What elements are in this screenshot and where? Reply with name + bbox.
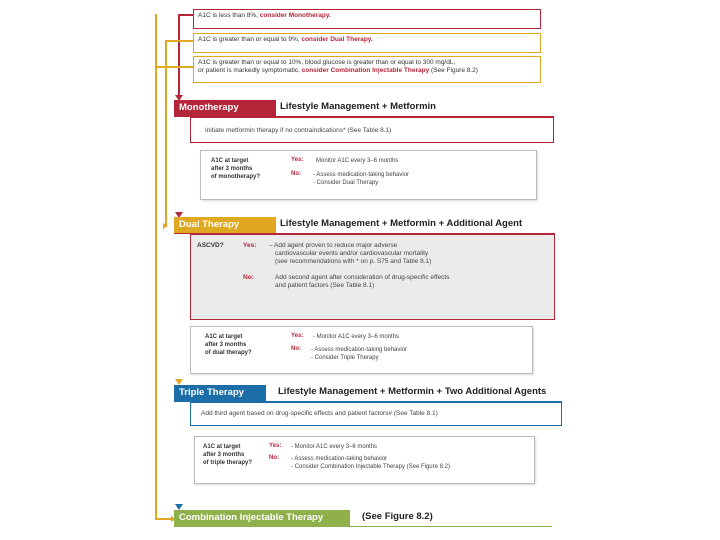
criteria-dual — [193, 33, 541, 53]
triple-question-line2: after 3 months — [203, 452, 245, 458]
dual-therapy-title: Lifestyle Management + Metformin + Additional Agent — [280, 218, 523, 229]
mono-question-box — [200, 150, 537, 200]
mono-question — [211, 157, 260, 181]
ascvd-yes-line1: – Add agent proven to reduce major adverse — [269, 242, 398, 249]
criteria-combo-line1: A1C is greater than or equal to 10%, blood glucose is greater than or equal to 300 mg/dL, — [198, 59, 456, 66]
mono-yes-label: Yes: — [291, 157, 304, 163]
connector-top-gold — [165, 40, 193, 42]
ascvd-no-line1: Add second agent after consideration of drug-specific effects — [275, 274, 450, 281]
criteria-combo-post: (See Figure 8.2) — [431, 67, 478, 74]
monotherapy-panel — [190, 117, 554, 143]
dual-yes-text: - Monitor A1C every 3–6 months — [313, 334, 400, 340]
tab-combination-injectable: Combination Injectable Therapy — [174, 510, 350, 526]
connector-line-left — [155, 14, 157, 520]
criteria-combo-action: consider Combination Injectable Therapy — [301, 67, 430, 74]
triple-yes-text: - Monitor A1C every 3–6 months — [291, 444, 378, 450]
ascvd-no-text — [275, 274, 449, 290]
mono-question-line2: after 3 months — [211, 166, 253, 172]
ascvd-yes-text — [269, 242, 431, 266]
criteria-combo-pre: or patient is markedly symptomatic, — [198, 67, 300, 74]
connector-line-mono — [178, 14, 180, 98]
monotherapy-panel-text: Initiate metformin therapy if no contraindications* (See Table 8.1) — [205, 127, 392, 134]
mono-no-item1: - Assess medication-taking behavior — [313, 172, 410, 178]
dual-question-line2: after 3 months — [205, 342, 247, 348]
dual-question-box — [190, 326, 533, 374]
dual-question — [205, 333, 252, 357]
tab-monotherapy: Monotherapy — [174, 100, 276, 116]
tab-dual-therapy: Dual Therapy — [174, 217, 276, 233]
tab-triple-therapy: Triple Therapy — [174, 385, 266, 401]
dual-question-line3: of dual therapy? — [205, 350, 252, 356]
dual-no-item2: - Consider Triple Therapy — [311, 355, 379, 361]
ascvd-no-label: No: — [243, 274, 254, 281]
triple-question-line1: A1C at target — [203, 444, 241, 450]
combination-title: (See Figure 8.2) — [362, 511, 433, 522]
triple-no-item1: - Assess medication-taking behavior — [291, 456, 388, 462]
dual-therapy-panel — [190, 234, 555, 320]
ascvd-question: ASCVD? — [197, 242, 224, 249]
mono-no-item2: - Consider Dual Therapy — [313, 180, 379, 186]
ascvd-yes-label: Yes: — [243, 242, 257, 249]
dual-no-item1: - Assess medication-taking behavior — [311, 347, 408, 353]
ascvd-yes-line2: cardiovascular events and/or cardiovascular mortality — [275, 250, 429, 257]
triple-no-list — [291, 455, 450, 471]
connector-top-red — [178, 14, 193, 16]
triple-question-box — [194, 436, 535, 484]
triple-question-line3: of triple therapy? — [203, 460, 253, 466]
triple-question — [203, 443, 252, 467]
dual-no-label: No: — [291, 346, 301, 352]
criteria-dual-text: A1C is greater than or equal to 9%, — [198, 36, 300, 43]
triple-therapy-title: Lifestyle Management + Metformin + Two Additional Agents — [278, 386, 547, 397]
criteria-combination — [193, 56, 541, 83]
dual-question-line1: A1C at target — [205, 334, 243, 340]
criteria-monotherapy — [193, 9, 541, 29]
criteria-mono-text: A1C is less than 8%, — [198, 12, 258, 19]
mono-question-line1: A1C at target — [211, 158, 249, 164]
arrow-to-dual — [163, 223, 168, 229]
criteria-dual-action: consider Dual Therapy. — [301, 36, 373, 43]
mono-question-line3: of monotherapy? — [211, 174, 260, 180]
ascvd-no-line2: and patient factors (See Table 8.1) — [275, 282, 375, 289]
dual-yes-label: Yes: — [291, 333, 304, 339]
triple-no-item2: - Consider Combination Injectable Therapy (See Figure 8.2) — [291, 464, 450, 470]
mono-no-label: No: — [291, 171, 301, 177]
connector-combo-top — [155, 66, 193, 68]
triple-yes-label: Yes: — [269, 443, 282, 449]
ascvd-yes-line3: (see recommendations with * on p. S75 and Table 8.1) — [275, 258, 432, 265]
triple-no-label: No: — [269, 455, 279, 461]
criteria-mono-action: consider Monotherapy. — [259, 12, 331, 19]
triple-therapy-panel-text: Add third agent based on drug-specific effects and patient factors# (See Table 8.1) — [201, 410, 438, 417]
combination-underline — [174, 526, 552, 527]
mono-no-list — [313, 171, 409, 187]
mono-yes-text: Monitor A1C every 3–6 months — [316, 158, 399, 164]
triple-therapy-panel — [190, 402, 562, 426]
dual-no-list — [311, 346, 407, 362]
monotherapy-title: Lifestyle Management + Metformin — [280, 101, 436, 112]
